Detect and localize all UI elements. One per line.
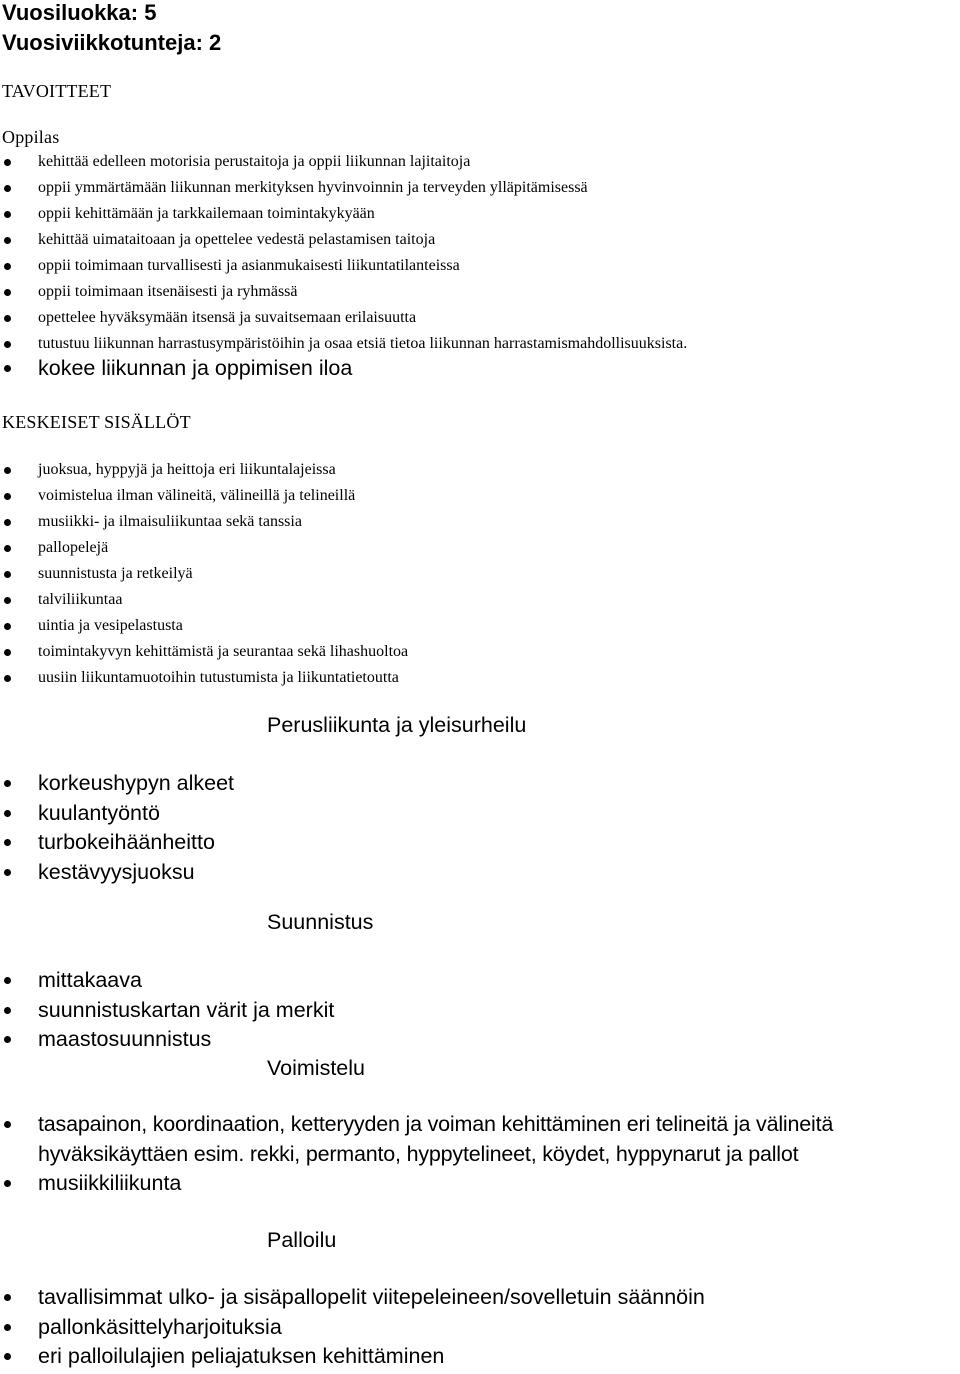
bullet-icon — [4, 545, 11, 552]
bullet-icon — [4, 780, 11, 787]
bullet-icon — [4, 597, 11, 604]
bullet-icon — [4, 623, 11, 630]
list-item: tasapainon, koordinaation, ketteryyden ja voiman kehittäminen eri telineitä ja välineitä hyväksikäyttäen esim. rekki, permanto, hyppytelineet, köydet, hyppynarut ja pallot — [0, 1110, 960, 1169]
list-item: musiikki- ja ilmaisuliikuntaa sekä tanssia — [0, 509, 960, 535]
list-item: oppii toimimaan itsenäisesti ja ryhmässä — [0, 279, 960, 305]
list-item: maastosuunnistus — [0, 1025, 960, 1055]
list-item: oppii ymmärtämään liikunnan merkityksen hyvinvoinnin ja terveyden ylläpitämisessä — [0, 175, 960, 201]
section-title-orienteering: Suunnistus — [267, 910, 374, 934]
gymnastics-list — [0, 1110, 960, 1199]
bullet-icon — [4, 263, 11, 270]
grade-title: Vuosiluokka: 5 — [2, 0, 157, 25]
bullet-icon — [4, 1180, 11, 1187]
section-title-gymnastics: Voimistelu — [267, 1056, 365, 1080]
bullet-icon — [4, 467, 11, 474]
list-item: pallopelejä — [0, 535, 960, 561]
list-item: suunnistuskartan värit ja merkit — [0, 996, 960, 1026]
athletics-list — [0, 769, 960, 887]
bullet-icon — [4, 649, 11, 656]
bullet-icon — [4, 810, 11, 817]
list-item: suunnistusta ja retkeilyä — [0, 561, 960, 587]
list-item: talviliikuntaa — [0, 587, 960, 613]
list-item: korkeushypyn alkeet — [0, 769, 960, 799]
list-item: kuulantyöntö — [0, 799, 960, 829]
contents-heading: KESKEISET SISÄLLÖT — [2, 412, 191, 432]
bullet-icon — [4, 341, 11, 348]
bullet-icon — [4, 869, 11, 876]
list-item: oppii toimimaan turvallisesti ja asianmukaisesti liikuntatilanteissa — [0, 253, 960, 279]
bullet-icon — [4, 571, 11, 578]
list-item: kehittää edelleen motorisia perustaitoja ja oppii liikunnan lajitaitoja — [0, 149, 960, 175]
ballgames-list — [0, 1283, 960, 1372]
goals-extra-list — [0, 354, 960, 384]
list-item: kehittää uimataitoaan ja opettelee vedestä pelastamisen taitoja — [0, 227, 960, 253]
bullet-icon — [4, 675, 11, 682]
list-item: uusiin liikuntamuotoihin tutustumista ja liikuntatietoutta — [0, 665, 960, 691]
bullet-icon — [4, 365, 11, 372]
list-item: eri palloilulajien peliajatuksen kehittäminen — [0, 1342, 960, 1372]
orienteering-list — [0, 966, 960, 1055]
bullet-icon — [4, 211, 11, 218]
bullet-icon — [4, 1121, 11, 1128]
bullet-icon — [4, 315, 11, 322]
bullet-icon — [4, 1036, 11, 1043]
bullet-icon — [4, 289, 11, 296]
section-title-ballgames: Palloilu — [267, 1228, 337, 1252]
list-item: musiikkiliikunta — [0, 1169, 960, 1199]
bullet-icon — [4, 237, 11, 244]
list-item: toimintakyvyn kehittämistä ja seurantaa sekä lihashuoltoa — [0, 639, 960, 665]
list-item: tutustuu liikunnan harrastusympäristöihin ja osaa etsiä tietoa liikunnan harrastamismahdollisuuksista. — [0, 331, 960, 357]
goals-subject: Oppilas — [2, 127, 60, 147]
bullet-icon — [4, 493, 11, 500]
list-item: pallonkäsittelyharjoituksia — [0, 1313, 960, 1343]
list-item: turbokeihäänheitto — [0, 828, 960, 858]
bullet-icon — [4, 1294, 11, 1301]
list-item: uintia ja vesipelastusta — [0, 613, 960, 639]
bullet-icon — [4, 159, 11, 166]
bullet-icon — [4, 519, 11, 526]
list-item: juoksua, hyppyjä ja heittoja eri liikuntalajeissa — [0, 457, 960, 483]
bullet-icon — [4, 1353, 11, 1360]
goals-heading: TAVOITTEET — [2, 81, 112, 101]
goals-list — [0, 149, 960, 357]
list-item: tavallisimmat ulko- ja sisäpallopelit viitepeleineen/sovelletuin säännöin — [0, 1283, 960, 1313]
list-item: mittakaava — [0, 966, 960, 996]
document-header — [0, 0, 960, 57]
list-item: voimistelua ilman välineitä, välineillä ja telineillä — [0, 483, 960, 509]
bullet-icon — [4, 839, 11, 846]
list-item: kokee liikunnan ja oppimisen iloa — [0, 354, 960, 384]
list-item: oppii kehittämään ja tarkkailemaan toimintakykyään — [0, 201, 960, 227]
bullet-icon — [4, 1324, 11, 1331]
bullet-icon — [4, 1007, 11, 1014]
bullet-icon — [4, 977, 11, 984]
list-item: kestävyysjuoksu — [0, 858, 960, 888]
weekly-hours-title: Vuosiviikkotunteja: 2 — [2, 30, 222, 55]
bullet-icon — [4, 185, 11, 192]
list-item: opettelee hyväksymään itsensä ja suvaitsemaan erilaisuutta — [0, 305, 960, 331]
section-title-athletics: Perusliikunta ja yleisurheilu — [267, 713, 527, 737]
contents-list — [0, 457, 960, 691]
